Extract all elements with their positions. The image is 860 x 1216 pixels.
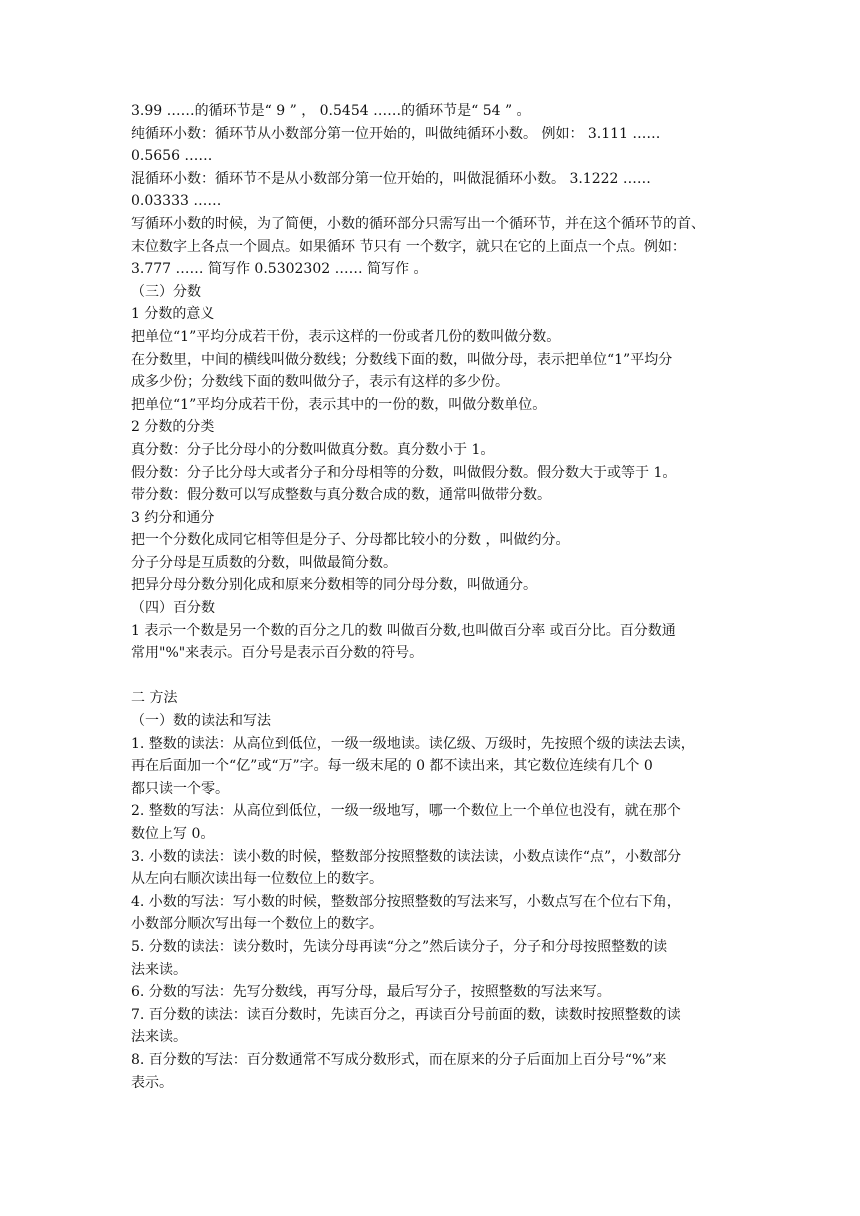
text-line: 把单位“1”平均分成若干份，表示这样的一份或者几份的数叫做分数。 (131, 328, 561, 345)
text-line: 3. 小数的读法：读小数的时候，整数部分按照整数的读法读，小数点读作“点”，小数部分 (131, 848, 682, 865)
text-line: 从左向右顺次读出每一位数位上的数字。 (131, 871, 383, 888)
chapter-heading: 二 方法 (131, 690, 178, 707)
section-heading: （三）分数 (131, 283, 201, 300)
text-line: 末位数字上各点一个圆点。如果循环 节只有 一个数字，就只在它的上面点一个点。例如： (131, 238, 686, 255)
text-line: 8. 百分数的写法：百分数通常不写成分数形式，而在原来的分子后面加上百分号“%”来 (131, 1051, 667, 1068)
blank-line (131, 665, 731, 688)
text-line: 纯循环小数：循环节从小数部分第一位开始的，叫做纯循环小数。 例如： 3.111 …… (131, 125, 661, 142)
text-line: 成多少份；分数线下面的数叫做分子，表示有这样的多少份。 (131, 374, 509, 391)
text-line: 表示。 (131, 1074, 173, 1091)
text-line: 把单位“1”平均分成若干份，表示其中的一份的数，叫做分数单位。 (131, 396, 547, 413)
text-line: 1. 整数的读法：从高位到低位，一级一级地读。读亿级、万级时，先按照个级的读法去读， (131, 735, 695, 752)
subsection-heading: 3 约分和通分 (131, 509, 215, 526)
subsection-heading: 1 分数的意义 (131, 306, 215, 323)
text-line: 小数部分顺次写出每一个数位上的数字。 (131, 916, 383, 933)
text-line: 写循环小数的时候，为了简便，小数的循环部分只需写出一个循环节，并在这个循环节的首、 (131, 215, 705, 232)
text-line: 0.03333 …… (131, 193, 222, 210)
text-line: 把一个分数化成同它相等但是分子、分母都比较小的分数 ，叫做约分。 (131, 532, 570, 549)
text-line: 再在后面加一个“亿”或“万”字。每一级末尾的 0 都不读出来，其它数位连续有几个 0 (131, 758, 653, 775)
text-line: 混循环小数：循环节不是从小数部分第一位开始的，叫做混循环小数。 3.1222 …… (131, 170, 651, 187)
subsection-heading: 2 分数的分类 (131, 419, 215, 436)
text-line: 数位上写 0。 (131, 826, 215, 842)
text-line: 法来读。 (131, 1029, 187, 1046)
section-heading: （一）数的读法和写法 (131, 713, 271, 730)
document-page (131, 100, 731, 1094)
text-line: 1 表示一个数是另一个数的百分之几的数 叫做百分数,也叫做百分率 或百分比。百分数通 (131, 622, 676, 639)
text-line: 假分数：分子比分母大或者分子和分母相等的分数，叫做假分数。假分数大于或等于 1。 (131, 464, 677, 481)
text-line: 都只读一个零。 (131, 780, 229, 797)
text-line: 分子分母是互质数的分数，叫做最简分数。 (131, 554, 397, 571)
text-line: 5. 分数的读法：读分数时，先读分母再读“分之”然后读分子，分子和分母按照整数的读 (131, 938, 668, 955)
text-line: 3.777 …… 简写作 0.5302302 …… 简写作 。 (131, 261, 428, 278)
text-line: 把异分母分数分别化成和原来分数相等的同分母分数，叫做通分。 (131, 577, 537, 594)
text-line: 常用"%"来表示。百分号是表示百分数的符号。 (131, 645, 424, 662)
section-heading: （四）百分数 (131, 600, 215, 617)
text-line: 在分数里，中间的横线叫做分数线；分数线下面的数，叫做分母，表示把单位“1”平均分 (131, 351, 673, 368)
text-line: 7. 百分数的读法：读百分数时，先读百分之，再读百分号前面的数，读数时按照整数的读 (131, 1006, 681, 1023)
text-line: 法来读。 (131, 961, 187, 978)
text-line: 3.99 ……的循环节是“ 9 ” ， 0.5454 ……的循环节是“ 54 ” 。 (131, 103, 531, 119)
text-line: 2. 整数的写法：从高位到低位，一级一级地写，哪一个数位上一个单位也没有，就在那个 (131, 803, 681, 820)
text-line: 4. 小数的写法：写小数的时候，整数部分按照整数的写法来写，小数点写在个位右下角， (131, 893, 681, 910)
text-line: 带分数：假分数可以写成整数与真分数合成的数，通常叫做带分数。 (131, 487, 551, 504)
text-line: 0.5656 …… (131, 148, 213, 165)
text-line: 真分数：分子比分母小的分数叫做真分数。真分数小于 1。 (131, 441, 495, 458)
text-line: 6. 分数的写法：先写分数线，再写分母，最后写分子，按照整数的写法来写。 (131, 984, 611, 1001)
